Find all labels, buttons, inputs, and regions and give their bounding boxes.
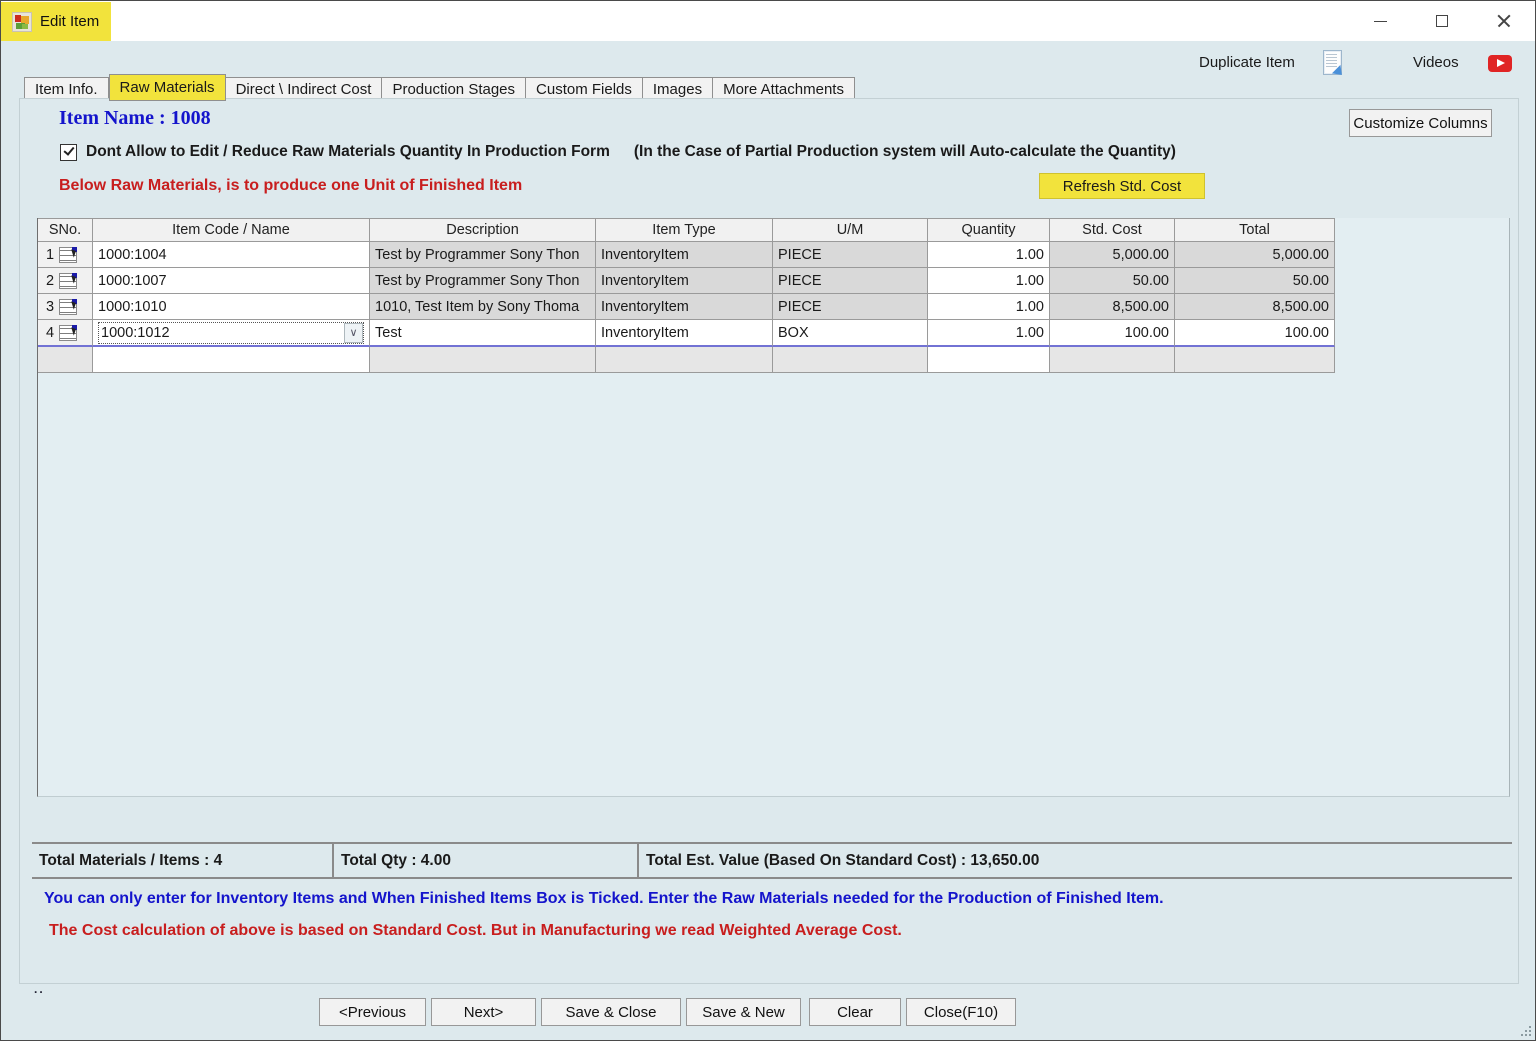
sno-value: 4 xyxy=(46,324,55,341)
title-bar xyxy=(1,1,1535,41)
total-cell: 100.00 xyxy=(1175,320,1335,347)
title-highlight xyxy=(1,2,111,41)
tab-production-stages[interactable]: Production Stages xyxy=(382,77,526,101)
item-card-icon[interactable] xyxy=(59,273,77,289)
maximize-icon xyxy=(1436,15,1448,27)
item-card-icon[interactable] xyxy=(59,299,77,315)
um-cell: PIECE xyxy=(773,294,928,320)
description-cell xyxy=(370,347,596,373)
item-type-cell xyxy=(596,347,773,373)
window-controls xyxy=(1349,1,1535,41)
combobox-value[interactable]: 1000:1012 xyxy=(101,324,170,341)
window-title: Edit Item xyxy=(40,13,100,30)
tab-raw-materials[interactable]: Raw Materials xyxy=(109,74,226,101)
um-cell: PIECE xyxy=(773,242,928,268)
row-sno xyxy=(38,268,93,294)
tab-custom-fields[interactable]: Custom Fields xyxy=(526,77,643,101)
total-cell: 8,500.00 xyxy=(1175,294,1335,320)
item-code-combobox-cell xyxy=(93,320,370,347)
tab-direct-indirect-cost[interactable]: Direct \ Indirect Cost xyxy=(226,77,383,101)
item-type-cell: InventoryItem xyxy=(596,320,773,347)
total-est-value: Total Est. Value (Based On Standard Cost) : 13,650.00 xyxy=(637,844,1512,877)
clear-button[interactable]: Clear xyxy=(809,998,901,1026)
header-item-type: Item Type xyxy=(596,218,773,242)
raw-materials-warning: Below Raw Materials, is to produce one Unit of Finished Item xyxy=(59,177,523,194)
close-icon xyxy=(1497,14,1511,28)
close-f10-button[interactable]: Close(F10) xyxy=(906,998,1016,1026)
quantity-cell[interactable]: 1.00 xyxy=(928,242,1050,268)
new-entry-row xyxy=(38,347,1509,373)
maximize-button[interactable] xyxy=(1411,1,1473,41)
header-item-code: Item Code / Name xyxy=(93,218,370,242)
tab-strip xyxy=(24,74,855,101)
table-row xyxy=(38,242,1509,268)
row-sno xyxy=(38,347,93,373)
minimize-icon xyxy=(1374,21,1387,22)
row-sno xyxy=(38,294,93,320)
um-cell: PIECE xyxy=(773,268,928,294)
std-cost-cell: 5,000.00 xyxy=(1050,242,1175,268)
item-code-combobox[interactable] xyxy=(98,322,364,344)
dont-allow-edit-checkbox[interactable] xyxy=(60,144,77,161)
description-cell: Test xyxy=(370,320,596,347)
sno-value: 3 xyxy=(46,298,55,315)
header-quantity: Quantity xyxy=(928,218,1050,242)
resize-grip[interactable] xyxy=(1518,1023,1531,1036)
partial-production-note: (In the Case of Partial Production system will Auto-calculate the Quantity) xyxy=(633,143,1176,160)
header-sno: SNo. xyxy=(38,218,93,242)
refresh-std-cost-button[interactable]: Refresh Std. Cost xyxy=(1039,173,1205,199)
minimize-button[interactable] xyxy=(1349,1,1411,41)
tab-images[interactable]: Images xyxy=(643,77,713,101)
item-code-cell[interactable]: 1000:1004 xyxy=(93,242,370,268)
sno-value: 2 xyxy=(46,272,55,289)
description-cell: 1010, Test Item by Sony Thoma xyxy=(370,294,596,320)
item-name-label: Item Name : 1008 xyxy=(59,107,211,129)
quantity-cell[interactable]: 1.00 xyxy=(928,294,1050,320)
table-row-active xyxy=(38,320,1509,347)
item-card-icon[interactable] xyxy=(59,247,77,263)
table-row xyxy=(38,294,1509,320)
raw-materials-tab-page xyxy=(19,98,1519,984)
row-sno xyxy=(38,242,93,268)
total-qty: Total Qty : 4.00 xyxy=(332,844,637,877)
total-cell xyxy=(1175,347,1335,373)
item-card-icon[interactable] xyxy=(59,325,77,341)
quantity-cell[interactable] xyxy=(928,347,1050,373)
raw-materials-grid xyxy=(37,218,1510,797)
duplicate-item-label[interactable]: Duplicate Item xyxy=(1199,54,1295,71)
description-cell: Test by Programmer Sony Thon xyxy=(370,268,596,294)
item-code-cell[interactable]: 1000:1010 xyxy=(93,294,370,320)
item-type-cell: InventoryItem xyxy=(596,294,773,320)
save-and-new-button[interactable]: Save & New xyxy=(686,998,801,1026)
item-type-cell: InventoryItem xyxy=(596,242,773,268)
um-cell: BOX xyxy=(773,320,928,347)
row-sno xyxy=(38,320,93,347)
header-std-cost: Std. Cost xyxy=(1050,218,1175,242)
totals-bar xyxy=(32,842,1512,879)
std-cost-cell: 100.00 xyxy=(1050,320,1175,347)
um-cell xyxy=(773,347,928,373)
videos-label[interactable]: Videos xyxy=(1413,54,1459,71)
total-cell: 5,000.00 xyxy=(1175,242,1335,268)
item-code-cell[interactable] xyxy=(93,347,370,373)
std-cost-cell: 50.00 xyxy=(1050,268,1175,294)
youtube-icon[interactable] xyxy=(1488,55,1512,72)
quantity-cell[interactable]: 1.00 xyxy=(928,268,1050,294)
quantity-cell[interactable]: 1.00 xyxy=(928,320,1050,347)
description-cell: Test by Programmer Sony Thon xyxy=(370,242,596,268)
next-button[interactable]: Next> xyxy=(431,998,536,1026)
duplicate-item-icon[interactable] xyxy=(1323,50,1342,75)
item-type-cell: InventoryItem xyxy=(596,268,773,294)
header-description: Description xyxy=(370,218,596,242)
total-materials: Total Materials / Items : 4 xyxy=(39,851,223,869)
item-code-cell[interactable]: 1000:1007 xyxy=(93,268,370,294)
app-icon xyxy=(12,12,32,32)
std-cost-cell: 8,500.00 xyxy=(1050,294,1175,320)
tab-item-info[interactable]: Item Info. xyxy=(24,77,109,101)
std-cost-cell xyxy=(1050,347,1175,373)
close-button[interactable] xyxy=(1473,1,1535,41)
dont-allow-edit-row xyxy=(60,143,1176,161)
save-and-close-button[interactable]: Save & Close xyxy=(541,998,681,1026)
previous-button[interactable]: <Previous xyxy=(319,998,426,1026)
grid-header-row xyxy=(38,218,1509,242)
cost-calculation-note: The Cost calculation of above is based on Standard Cost. But in Manufacturing we read Weighted Average Cost. xyxy=(49,922,902,939)
tab-more-attachments[interactable]: More Attachments xyxy=(713,77,855,101)
customize-columns-button[interactable]: Customize Columns xyxy=(1349,109,1492,137)
dont-allow-edit-label: Dont Allow to Edit / Reduce Raw Materials Quantity In Production Form xyxy=(86,143,610,160)
sno-value: 1 xyxy=(46,246,55,263)
chevron-down-icon[interactable]: ∨ xyxy=(344,323,363,343)
inventory-items-note: You can only enter for Inventory Items and When Finished Items Box is Ticked. Enter the Raw Materials needed for the Production of Finished Item. xyxy=(44,890,1164,907)
header-um: U/M xyxy=(773,218,928,242)
status-dots: .. xyxy=(34,982,45,996)
total-cell: 50.00 xyxy=(1175,268,1335,294)
header-total: Total xyxy=(1175,218,1335,242)
table-row xyxy=(38,268,1509,294)
